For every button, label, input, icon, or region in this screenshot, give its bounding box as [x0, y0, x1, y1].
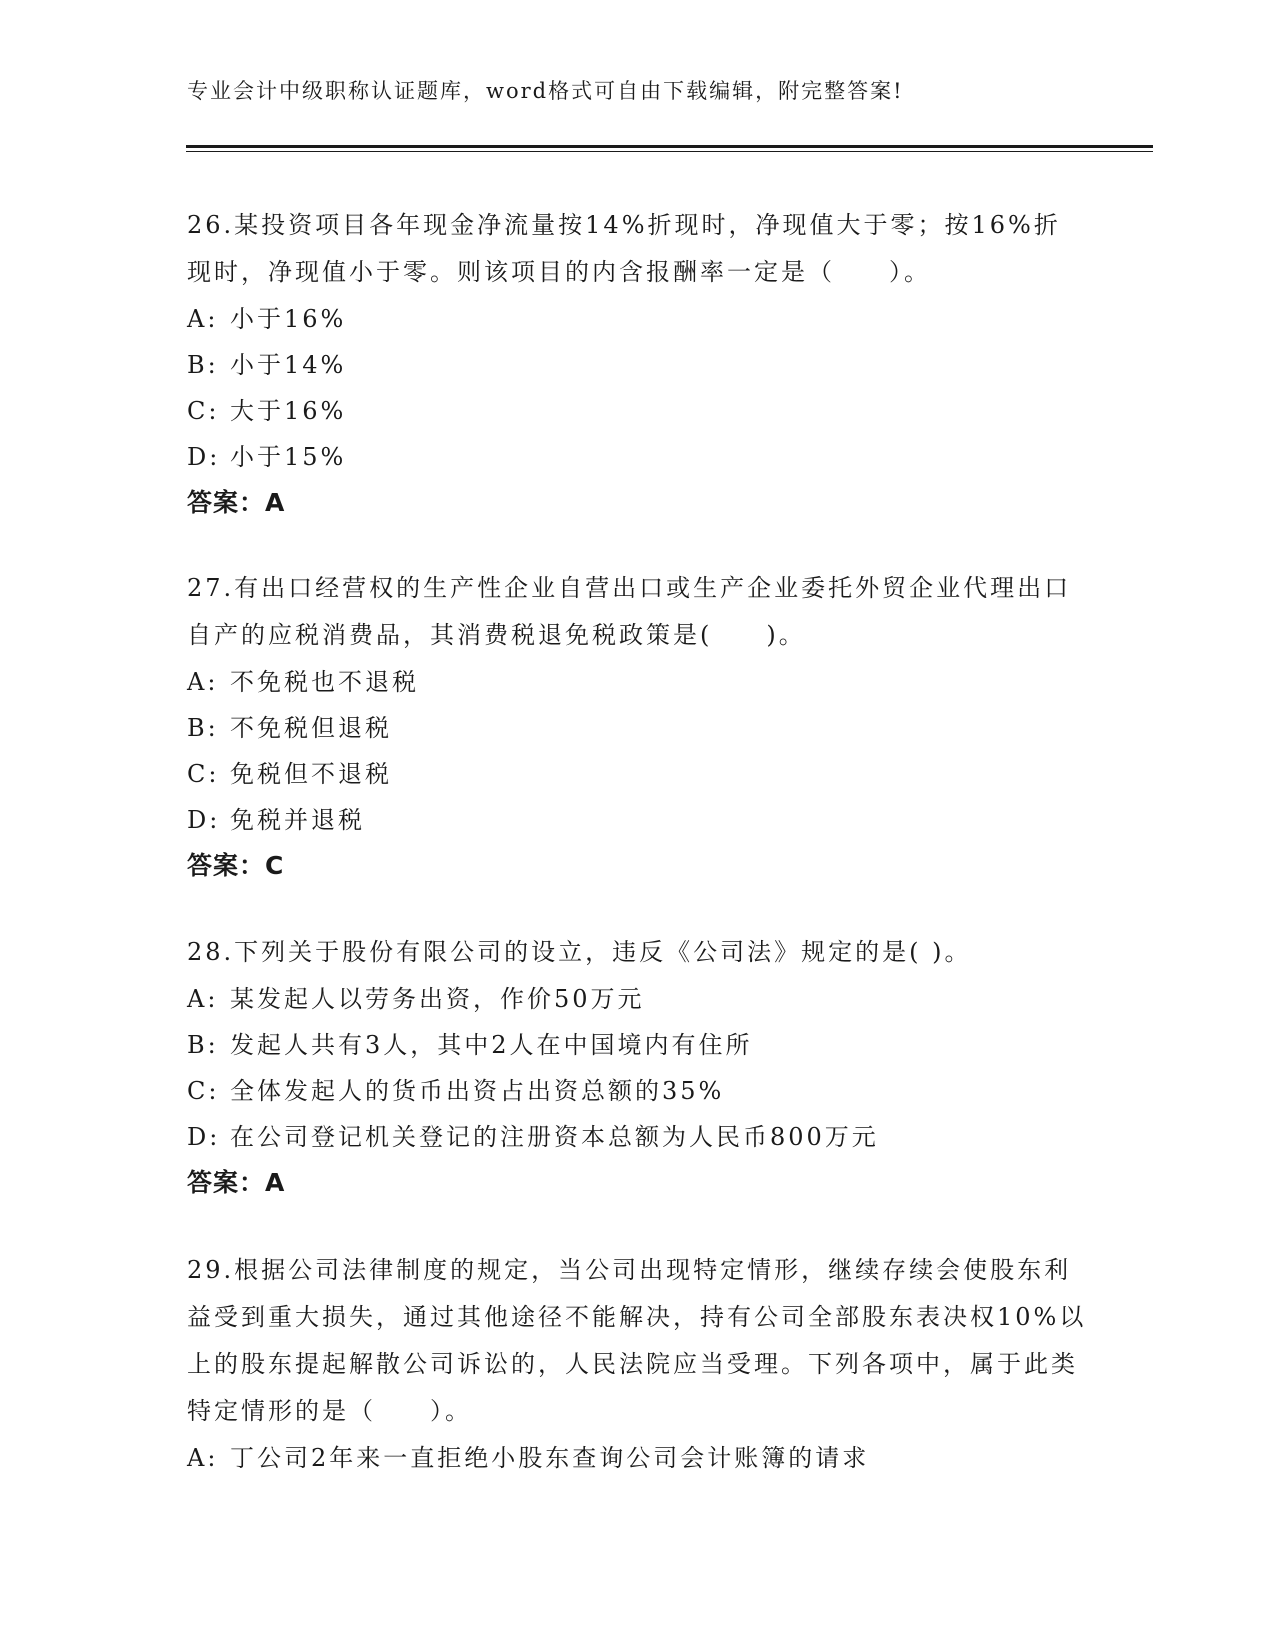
question-29 [187, 1247, 1087, 1481]
option-c: C: 免税但不退税 [187, 760, 392, 788]
option-d: D: 免税并退税 [187, 806, 365, 834]
option-c: C: 大于16% [187, 397, 347, 425]
question-28 [187, 929, 1087, 1206]
option-c: C: 全体发起人的货币出资占出资总额的35% [187, 1077, 725, 1105]
option-b: B: 发起人共有3人，其中2人在中国境内有住所 [187, 1031, 753, 1059]
option-a: A: 小于16% [187, 305, 347, 333]
header-divider [186, 145, 1153, 148]
question-stem: 26.某投资项目各年现金净流量按14%折现时，净现值大于零；按16%折现时，净现值小于零。则该项目的内含报酬率一定是（ ）。 [187, 211, 1061, 286]
question-26 [187, 202, 1087, 526]
option-a: A: 不免税也不退税 [187, 668, 419, 696]
answer-label: 答案：A [187, 488, 286, 517]
question-stem: 27.有出口经营权的生产性企业自营出口或生产企业委托外贸企业代理出口自产的应税消费品，其消费税退免税政策是( )。 [187, 574, 1072, 649]
option-b: B: 不免税但退税 [187, 714, 392, 742]
option-d: D: 在公司登记机关登记的注册资本总额为人民币800万元 [187, 1123, 879, 1151]
question-stem: 28.下列关于股份有限公司的设立，违反《公司法》规定的是( )。 [187, 938, 972, 966]
page-header: 专业会计中级职称认证题库，word格式可自由下载编辑，附完整答案! [187, 79, 904, 103]
answer-label: 答案：A [187, 1168, 286, 1197]
option-b: B: 小于14% [187, 351, 347, 379]
answer-label: 答案：C [187, 851, 285, 880]
question-27 [187, 565, 1087, 889]
header-divider-thin [186, 151, 1153, 152]
option-a: A: 丁公司2年来一直拒绝小股东查询公司会计账簿的请求 [187, 1444, 870, 1472]
option-d: D: 小于15% [187, 443, 347, 471]
option-a: A: 某发起人以劳务出资，作价50万元 [187, 985, 645, 1013]
question-stem: 29.根据公司法律制度的规定，当公司出现特定情形，继续存续会使股东利益受到重大损失，通过其他途径不能解决，持有公司全部股东表决权10%以上的股东提起解散公司诉讼的，人民法院应当受理。下列各项中，属于此类特定情形的是（ ）。 [187, 1256, 1087, 1425]
